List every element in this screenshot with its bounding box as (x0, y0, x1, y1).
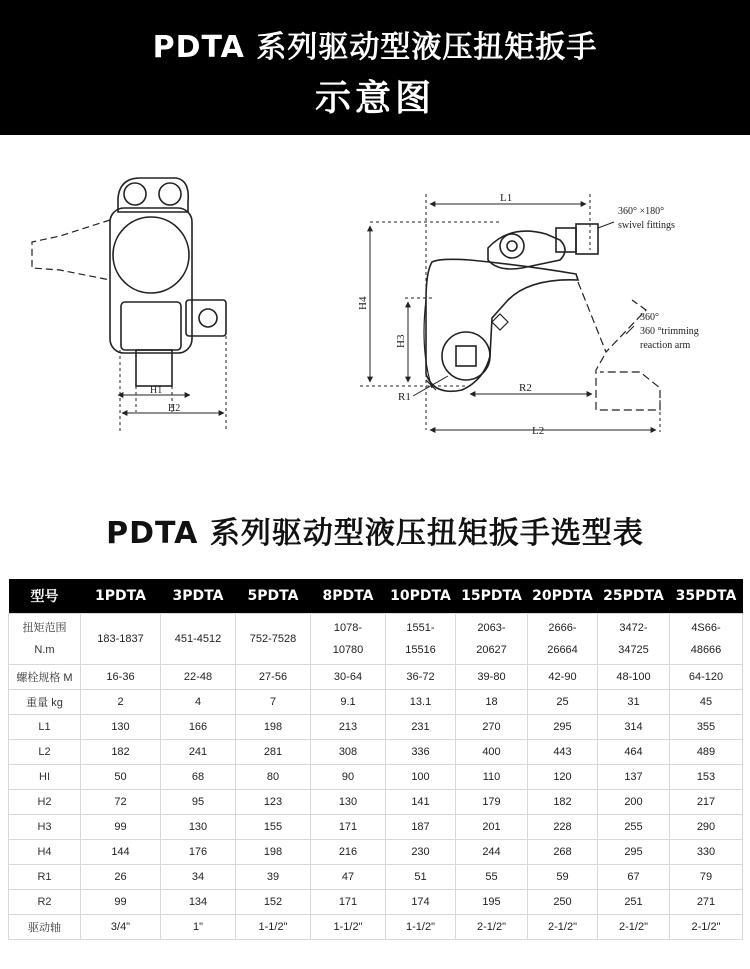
row-label: 螺栓规格 M (9, 665, 81, 690)
table-cell: 200 (598, 790, 670, 815)
table-cell: 31 (598, 690, 670, 715)
table-cell: 39 (236, 865, 311, 890)
table-cell: 7 (236, 690, 311, 715)
row-label: 扭矩范围 N.m (9, 614, 81, 665)
side-view (32, 178, 226, 432)
table-cell: 123 (236, 790, 311, 815)
table-cell: 13.1 (386, 690, 456, 715)
row-label: R1 (9, 865, 81, 890)
label-h1: H1 (150, 385, 163, 396)
table-cell: 270 (456, 715, 528, 740)
table-cell: 241 (161, 740, 236, 765)
header-model-col: 8PDTA (311, 579, 386, 614)
table-row (9, 740, 743, 765)
table-cell: 231 (386, 715, 456, 740)
table-cell: 443 (528, 740, 598, 765)
table-cell: 1078- 10780 (311, 614, 386, 665)
table-cell: 171 (311, 890, 386, 915)
table-cell: 18 (456, 690, 528, 715)
table-cell: 336 (386, 740, 456, 765)
table-cell: 251 (598, 890, 670, 915)
table-cell: 22-48 (161, 665, 236, 690)
table-cell: 355 (670, 715, 743, 740)
header-model-col: 3PDTA (161, 579, 236, 614)
table-cell: 187 (386, 815, 456, 840)
table-cell: 2063- 20627 (456, 614, 528, 665)
swivel-label-1: 360° ×180° (618, 206, 665, 217)
table-cell: 183-1837 (81, 614, 161, 665)
table-row (9, 690, 743, 715)
table-cell: 141 (386, 790, 456, 815)
table-cell: 39-80 (456, 665, 528, 690)
header-model-col: 35PDTA (670, 579, 743, 614)
table-cell: 120 (528, 765, 598, 790)
label-r1: R1 (398, 391, 411, 403)
trim-label-1: 360° (640, 312, 659, 323)
table-cell: 268 (528, 840, 598, 865)
table-cell: 47 (311, 865, 386, 890)
table-cell: 2-1/2" (598, 915, 670, 940)
table-cell: 42-90 (528, 665, 598, 690)
table-cell: 290 (670, 815, 743, 840)
label-l2: L2 (532, 425, 545, 437)
table-cell: 400 (456, 740, 528, 765)
table-row (9, 890, 743, 915)
table-cell: 2-1/2" (528, 915, 598, 940)
table-cell: 2-1/2" (456, 915, 528, 940)
table-row (9, 665, 743, 690)
table-cell: 130 (161, 815, 236, 840)
table-row (9, 715, 743, 740)
trim-label-3: reaction arm (640, 340, 691, 351)
table-cell: 99 (81, 815, 161, 840)
header-model: 型号 (9, 579, 81, 614)
table-row (9, 915, 743, 940)
table-cell: 198 (236, 715, 311, 740)
table-cell: 244 (456, 840, 528, 865)
table-cell: 80 (236, 765, 311, 790)
table-cell: 308 (311, 740, 386, 765)
table-cell: 99 (81, 890, 161, 915)
banner-title: PDTA 系列驱动型液压扭矩扳手 (152, 30, 598, 65)
table-cell: 464 (598, 740, 670, 765)
row-label: R2 (9, 890, 81, 915)
table-cell: 144 (81, 840, 161, 865)
table-cell: 176 (161, 840, 236, 865)
table-cell: 64-120 (670, 665, 743, 690)
table-cell: 16-36 (81, 665, 161, 690)
table-cell: 4S66- 48666 (670, 614, 743, 665)
table-cell: 55 (456, 865, 528, 890)
table-cell: 752-7528 (236, 614, 311, 665)
table-cell: 79 (670, 865, 743, 890)
table-cell: 1-1/2" (236, 915, 311, 940)
spec-table (8, 579, 743, 940)
table-cell: 130 (81, 715, 161, 740)
table-cell: 489 (670, 740, 743, 765)
table-cell: 166 (161, 715, 236, 740)
table-cell: 153 (670, 765, 743, 790)
table-cell: 314 (598, 715, 670, 740)
table-cell: 72 (81, 790, 161, 815)
label-l1: L1 (500, 192, 513, 204)
table-cell: 198 (236, 840, 311, 865)
table-cell: 2666- 26664 (528, 614, 598, 665)
table-cell: 137 (598, 765, 670, 790)
table-cell: 250 (528, 890, 598, 915)
table-cell: 155 (236, 815, 311, 840)
table-cell: 228 (528, 815, 598, 840)
row-label: L1 (9, 715, 81, 740)
table-cell: 51 (386, 865, 456, 890)
row-label: H2 (9, 790, 81, 815)
table-cell: 3/4" (81, 915, 161, 940)
table-cell: 281 (236, 740, 311, 765)
swivel-label-2: swivel fittings (618, 220, 675, 231)
table-cell: 100 (386, 765, 456, 790)
table-cell: 68 (161, 765, 236, 790)
table-header-row (9, 579, 743, 614)
table-cell: 67 (598, 865, 670, 890)
wrench-diagram (0, 150, 750, 460)
table-cell: 134 (161, 890, 236, 915)
header-model-col: 15PDTA (456, 579, 528, 614)
table-row (9, 840, 743, 865)
table-cell: 90 (311, 765, 386, 790)
table-cell: 50 (81, 765, 161, 790)
label-h4: H4 (357, 296, 369, 310)
row-label: HI (9, 765, 81, 790)
table-cell: 2 (81, 690, 161, 715)
table-cell: 27-56 (236, 665, 311, 690)
row-label: 驱动轴 (9, 915, 81, 940)
table-cell: 48-100 (598, 665, 670, 690)
table-cell: 295 (598, 840, 670, 865)
table-cell: 1551- 15516 (386, 614, 456, 665)
table-cell: 45 (670, 690, 743, 715)
table-cell: 1-1/2" (311, 915, 386, 940)
row-label: L2 (9, 740, 81, 765)
header-model-col: 1PDTA (81, 579, 161, 614)
table-cell: 271 (670, 890, 743, 915)
table-row (9, 815, 743, 840)
table-cell: 36-72 (386, 665, 456, 690)
table-row (9, 790, 743, 815)
header-model-col: 20PDTA (528, 579, 598, 614)
table-cell: 34 (161, 865, 236, 890)
label-h2: H2 (168, 403, 181, 414)
table-cell: 201 (456, 815, 528, 840)
table-cell: 182 (528, 790, 598, 815)
banner-subtitle: 示意图 (314, 78, 435, 119)
row-label: H3 (9, 815, 81, 840)
table-cell: 230 (386, 840, 456, 865)
table-cell: 295 (528, 715, 598, 740)
trim-label-2: 360 °trimming (640, 326, 699, 337)
row-label: 重量 kg (9, 690, 81, 715)
table-cell: 179 (456, 790, 528, 815)
table-cell: 110 (456, 765, 528, 790)
table-cell: 451-4512 (161, 614, 236, 665)
table-cell: 4 (161, 690, 236, 715)
header-model-col: 10PDTA (386, 579, 456, 614)
table-cell: 330 (670, 840, 743, 865)
table-cell: 213 (311, 715, 386, 740)
label-h3: H3 (395, 334, 407, 348)
table-cell: 95 (161, 790, 236, 815)
table-cell: 1-1/2" (386, 915, 456, 940)
table-cell: 26 (81, 865, 161, 890)
table-cell: 216 (311, 840, 386, 865)
table-row (9, 765, 743, 790)
table-cell: 59 (528, 865, 598, 890)
table-title: PDTA 系列驱动型液压扭矩扳手选型表 (106, 516, 644, 551)
table-row (9, 614, 743, 665)
table-cell: 130 (311, 790, 386, 815)
table-cell: 1" (161, 915, 236, 940)
header-model-col: 25PDTA (598, 579, 670, 614)
row-label: H4 (9, 840, 81, 865)
title-banner (0, 0, 750, 135)
table-cell: 217 (670, 790, 743, 815)
table-cell: 9.1 (311, 690, 386, 715)
table-body (9, 614, 743, 940)
table-cell: 3472- 34725 (598, 614, 670, 665)
diagram-drawing (0, 150, 750, 460)
table-cell: 30-64 (311, 665, 386, 690)
table-cell: 171 (311, 815, 386, 840)
table-cell: 174 (386, 890, 456, 915)
label-r2: R2 (519, 382, 532, 394)
table-cell: 182 (81, 740, 161, 765)
table-cell: 25 (528, 690, 598, 715)
table-row (9, 865, 743, 890)
table-cell: 152 (236, 890, 311, 915)
table-cell: 195 (456, 890, 528, 915)
table-cell: 2-1/2" (670, 915, 743, 940)
header-model-col: 5PDTA (236, 579, 311, 614)
table-cell: 255 (598, 815, 670, 840)
